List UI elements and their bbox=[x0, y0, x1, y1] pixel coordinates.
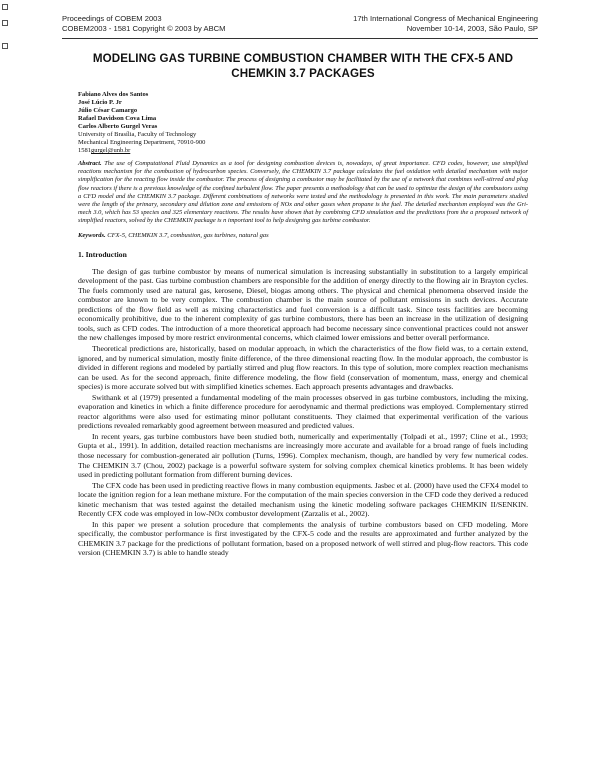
congress-date-location: November 10-14, 2003, São Paulo, SP bbox=[406, 24, 538, 33]
body-paragraph: The CFX code has been used in predicting reactive flows in many combustion equipments. Jasbec et al. (2000) have used the CFX4 model to locate the ignition region for a lean methane mixture. For the computation of the main species conversion in the CFD code they derived a reduced kinetic mechanism that was tested against the detailed mechanism using the kinetic modeling software packages CHEMKIN II/SENKIN. Recently CFX code was employed in low-NOx combustor development (Zarzalis et al., 2002). bbox=[78, 480, 528, 519]
abstract bbox=[78, 160, 528, 226]
proceedings-name: Proceedings of COBEM 2003 bbox=[62, 14, 162, 23]
paper-title: MODELING GAS TURBINE COMBUSTION CHAMBER WITH THE CFX-5 AND CHEMKIN 3.7 PACKAGES bbox=[92, 52, 514, 80]
author-name: Fabiano Alves dos Santos bbox=[78, 91, 149, 98]
email-link[interactable]: gurgel@unb.br bbox=[91, 147, 131, 154]
email-prefix: 1581 bbox=[78, 147, 91, 154]
keywords-text: CFX-5, CHEMKIN 3.7, combustion, gas turbines, natural gas bbox=[107, 231, 269, 239]
email-line bbox=[78, 147, 528, 155]
author-name: Carlos Alberto Gurgel Veras bbox=[78, 123, 158, 130]
header-rule bbox=[62, 38, 538, 39]
running-header-right bbox=[353, 14, 538, 34]
author-name: José Lúcio P. Jr bbox=[78, 99, 122, 106]
affiliation-line: University of Brasília, Faculty of Technology bbox=[78, 131, 197, 138]
paper-body bbox=[78, 51, 528, 559]
body-paragraph: Swithank et al (1979) presented a fundamental modeling of the main processes observed in gas turbine combustors, including the mixing, evaporation and kinetics in which a finite difference procedure for aerodynamic and thermal predictions was employed. Complementary stirred reactor algorithms were also used for estimating minor pollutant constituents. They claimed that experimental verification of the various predictions revealed remarkably good agreement between measured and predicted values. bbox=[78, 392, 528, 431]
section-heading: 1. Introduction bbox=[78, 249, 127, 259]
body-paragraph: In recent years, gas turbine combustors have been studied both, numerically and experimentally (Tolpadi et al., 1997; Cline et al., 1993; Gupta et al., 1991). In addition, detailed reaction mechanisms are increasingly more accurate and available for a broad range of fuels including those necessary for combustion-generated air pollution (Turns, 1996). Complex mechanism, though, are handled by very few numerical codes. The CHEMKIN 3.7 (Chou, 2002) package is a powerful software system for solving complex chemical kinetics problems. It has been widely used in predicting pollutant formation from different burning devices. bbox=[78, 431, 528, 480]
abstract-text: The use of Computational Fluid Dynamics as a tool for designing combustion devices is, nowadays, of great importance. CFD codes, however, use simplified reactions mechanism for the combustion of hydrocarbon species. Conversely, the CHEMKIN 3.7 package calculates the fuel oxidation with detailed mechanism with major simplification for the reacting flow inside the combustor. The process of designing a combustor may be facilitated by the use of a network that combines well-stirred and plug flow reactors if there is a previous knowledge of the confined turbulent flow. The paper presents a methodology that can be used to optimize the design of the combustors using a CFD model and the CHEMKIN 3.7 package. Different combinations of networks were tested and the methodology is presented in this work. The main parameters studied were the length of the primary, secondary and dilution zone and emissions of NOx and other gases when propane is the fuel. The detailed mechanism employed was the Gri-mech 3.0, which has 53 species and 325 elementary reactions. The results have shown that by combining CFD simulation and the predictions from the a proposed network of simplified reactors, solved by the CHEMKIN package is n important tool to help designing gas turbine combustor. bbox=[78, 160, 528, 225]
author-block bbox=[78, 91, 528, 155]
paper-id-copyright: COBEM2003 - 1581 Copyright © 2003 by ABCM bbox=[62, 24, 226, 33]
keywords bbox=[78, 232, 528, 240]
margin-marker bbox=[2, 43, 8, 49]
margin-marker bbox=[2, 4, 8, 10]
author-name: Júlio César Camargo bbox=[78, 107, 138, 114]
body-paragraph: The design of gas turbine combustor by means of numerical simulation is increasing substantially in substitution to a largely empirical development of the past. Gas turbine combustion chambers are responsible for the addition of energy directly to the flowing air in Brayton cycles. The fuels commonly used are natural gas, kerosene, Diesel, biogas among others. The physical and chemical phenomena observed inside the combustor are known to be very complex. The combustion chamber is the main source of pollutant emissions in such devices. Accurate predictions of the flow field as well as mixing characteristics and fuel conversion is a difficult task. Since tests facilities are becoming economically prohibitive, due to the inherent complexity of gas turbine combustors, there has been an increase in the utilization of designing tools, such as CFD codes. The introduction of a more theoretical approach had become necessary since conventional practices could not answer the new challenges imposed by more restrict environmental concerns, which claimed lower emissions and better overall performance. bbox=[78, 266, 528, 343]
author-name: Rafael Davidson Cova Lima bbox=[78, 115, 157, 122]
affiliation-line: Mechanical Engineering Department, 70910-900 bbox=[78, 139, 206, 146]
congress-name: 17th International Congress of Mechanical Engineering bbox=[353, 14, 538, 23]
running-header-left bbox=[62, 14, 225, 34]
body-paragraph: In this paper we present a solution procedure that complements the analysis of turbine combustors based on CFD modeling. More specifically, the combustor performance is first investigated by the CFX-5 code and the results are approximated and further analyzed by the CHEMKIN 3.7 package for the predictions of pollutant formation, based on a proposed network of well stirred and plug-flow reactors. This code version (CHEMKIN 3.7) is able to handle steady bbox=[78, 519, 528, 558]
abstract-label: Abstract. bbox=[78, 160, 102, 167]
body-paragraph: Theoretical predictions are, historically, based on modular approach, in which the characteristics of the flow field was, to a certain extend, ignored, and by numerical simulation, mostly finite difference, of the three dimensional reacting flow. In the modular approach, the combustor is divided in different regions and modeled by partially stirred and plug flow reactors. In this type of solution, more complex reaction mechanisms can be used. As for the second approach, finite difference modeling, the flow field (conservation of momentum, mass, energy and chemical species) is more accurate solved but with simplified kinetics schemes. Each approach presents advantages and drawbacks. bbox=[78, 344, 528, 392]
keywords-label: Keywords. bbox=[78, 231, 106, 239]
margin-marker bbox=[2, 20, 8, 26]
